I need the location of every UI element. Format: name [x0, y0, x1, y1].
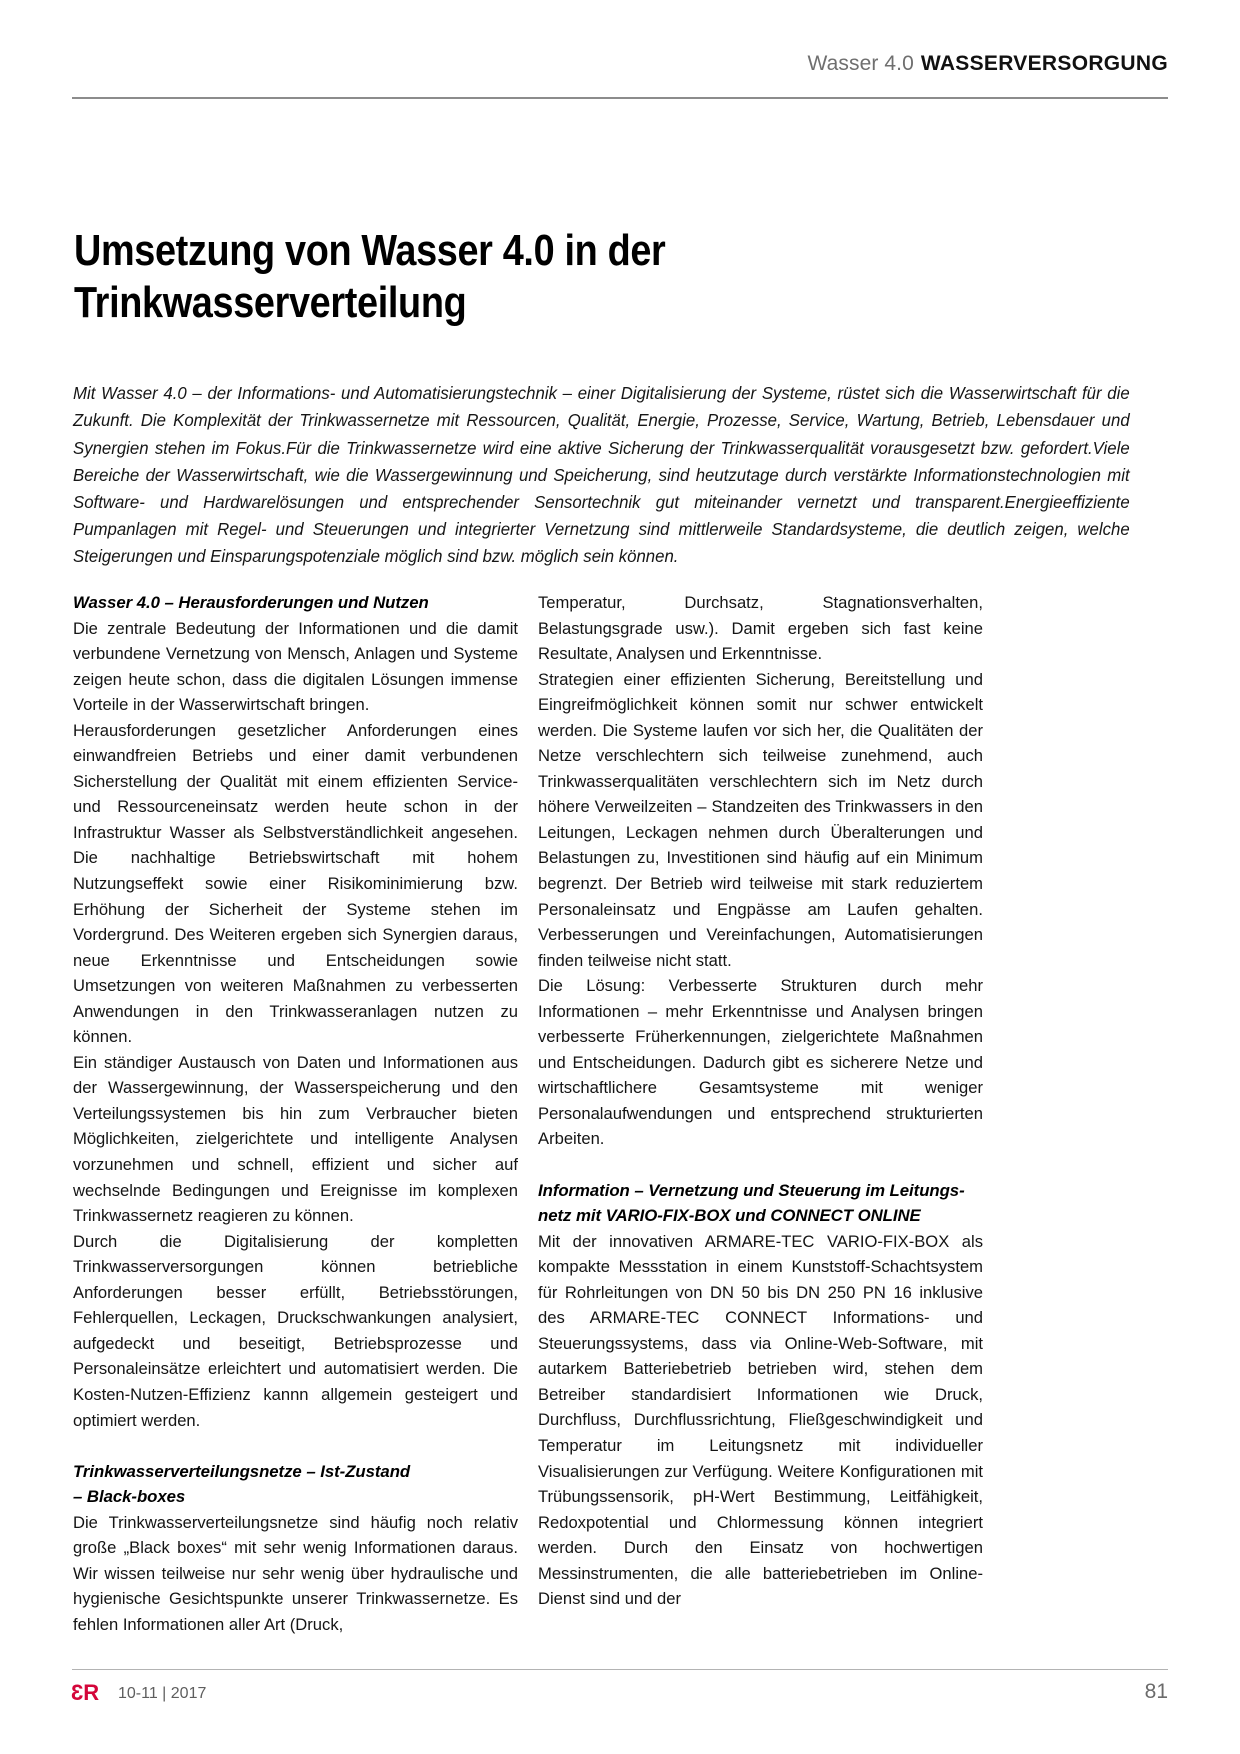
logo-mirrored-three: 3 — [72, 1680, 84, 1705]
section-heading-information-line-1: Information – Vernetzung und Steuerung im Leitungs- — [538, 1180, 965, 1200]
running-head-topic: Wasser 4.0 — [807, 52, 914, 75]
publication-logo-3r — [72, 1682, 98, 1704]
page-title-line-2: Trinkwasserverteilung — [74, 278, 467, 328]
page-title-line-1: Umsetzung von Wasser 4.0 in der — [74, 226, 666, 276]
paragraph: Temperatur, Durchsatz, Stagnationsverhalten, Belastungsgrade usw.). Damit ergeben sich fast keine Resultate, Analysen und Erkenntnisse. — [538, 593, 983, 664]
lead-paragraph: Mit Wasser 4.0 – der Informations- und Automatisierungstechnik – einer Digitalisierung der Systeme, rüstet sich die Wasserwirtschaft für die Zukunft. Die Komplexität der Trinkwassernetze mit Ressourcen, Qualität, Energie, Prozesse, Service, Wartung, Betrieb, Lebensdauer und Synergien stehen im Fokus.Für die Trinkwassernetze wird eine aktive Sicherung der Trinkwasserqualität vorausgesetzt bzw. gefordert.Viele Bereiche der Wasserwirtschaft, wie die Wassergewinnung und Speicherung, sind heutzutage durch verstärkte Informationstechnologien mit Software- und Hardwarelösungen und entsprechender Sensortechnik gut miteinander vernetzt und transparent.Energieeffiziente Pumpanlagen mit Regel- und Steuerungen und integrierter Vernetzung sind mittlerweile Standardsysteme, die deutlich zeigen, welche Steigerungen und Einsparungspotenziale möglich sind bzw. möglich sein können. — [73, 383, 1130, 566]
footer-rule — [72, 1669, 1168, 1670]
paragraph: Strategien einer effizienten Sicherung, Bereitstellung und Eingreifmöglichkeit können somit nur schwer entwickelt werden. Die Systeme laufen vor sich her, die Qualitäten der Netze verschlechtern sich teilweise zunehmend, auch Trinkwasserqualitäten verschlechtern sich im Netz durch höhere Verweilzeiten – Standzeiten des Trinkwassers in den Leitungen, Leckagen nehmen durch Überalterungen und Belastungen zu, Investitionen sind häufig auf ein Minimum begrenzt. Der Betrieb wird teilweise mit stark reduziertem Personaleinsatz und Engpässe am Laufen gehalten. Verbesserungen und Vereinfachungen, Automatisierungen finden teilweise nicht statt. — [538, 669, 983, 970]
issue-label: 10-11 | 2017 — [118, 1685, 207, 1702]
body-column-left — [73, 590, 518, 1637]
body-column-right — [538, 590, 983, 1612]
paragraph: Ein ständiger Austausch von Daten und Informationen aus der Wassergewinnung, der Wasserspeicherung und den Verteilungssystemen bis hin zum Verbraucher bieten Möglichkeiten, zielgerichtete und intelligente Analysen vorzunehmen und schnell, effizient und sicher auf wechselnde Bedingungen und Ereignisse im komplexen Trinkwassernetz reagieren zu können. — [73, 1052, 518, 1226]
section-heading-herausforderungen: Wasser 4.0 – Herausforderungen und Nutzen — [73, 593, 429, 612]
header-rule — [72, 97, 1168, 99]
page-title — [74, 225, 745, 329]
page-number: 81 — [1144, 1680, 1168, 1703]
paragraph: Mit der innovativen ARMARE-TEC VARIO-FIX-BOX als kompakte Messstation in einem Kunststoff-Schachtsystem für Rohrleitungen von DN 50 bis DN 250 PN 16 inklusive des ARMARE-TEC CONNECT Informations- und Steuerungssystems, dass via Online-Web-Software, mit autarkem Batteriebetrieb betrieben wird, stehen dem Betreiber standardisiert Informationen wie Druck, Durchfluss, Durchflussrichtung, Fließgeschwindigkeit und Temperatur im Leitungsnetz mit individueller Visualisierungen zur Verfügung. Weitere Konfigurationen mit Trübungssensorik, pH-Wert Bestimmung, Leitfähigkeit, Redoxpotential und Chlormessung können integriert werden. Durch den Einsatz von hochwertigen Messinstrumenten, die alle batteriebetrieben im Online-Dienst sind und der — [538, 1231, 983, 1609]
section-heading-ist-zustand-line-1: Trinkwasserverteilungsnetze – Ist-Zustand — [73, 1461, 411, 1481]
running-head — [72, 52, 1168, 76]
section-heading-ist-zustand-line-2: – Black-boxes — [73, 1487, 186, 1507]
section-heading-information-line-2: netz mit VARIO-FIX-BOX und CONNECT ONLINE — [538, 1206, 921, 1226]
paragraph: Die Lösung: Verbesserte Strukturen durch mehr Informationen – mehr Erkenntnisse und Analysen bringen verbesserte Früherkennungen, zielgerichtete Maßnahmen und Entscheidungen. Dadurch gibt es sicherere Netze und wirtschaftlichere Gesamtsysteme mit weniger Personalaufwendungen und entsprechend strukturierten Arbeiten. — [538, 976, 983, 1149]
paragraph: Herausforderungen gesetzlicher Anforderungen eines einwandfreien Betriebs und einer damit verbundenen Sicherstellung der Qualität mit einem effizienten Service- und Ressourceneinsatz werden heute schon in der Infrastruktur Wasser als Selbstverständlichkeit angesehen. Die nachhaltige Betriebswirtschaft mit hohem Nutzungseffekt sowie einer Risikominimierung bzw. Erhöhung der Sicherheit der Systeme stehen im Vordergrund. Des Weiteren ergeben sich Synergien daraus, neue Erkenntnisse und Entscheidungen sowie Umsetzungen von weiteren Maßnahmen zu verbesserten Anwendungen in den Trinkwasseranlagen nutzen zu können. — [73, 720, 518, 1047]
paragraph: Durch die Digitalisierung der kompletten Trinkwasserversorgungen können betriebliche Anforderungen besser erfüllt, Betriebsstörungen, Fehlerquellen, Leckagen, Druckschwankungen analysiert, aufgedeckt und beseitigt, Betriebsprozesse und Personaleinsätze erleichtert und automatisiert werden. Die Kosten-Nutzen-Effizienz kannn allgemein gesteigert und optimiert werden. — [73, 1231, 518, 1430]
page-footer — [72, 1672, 1168, 1712]
logo-letter-r: R — [83, 1680, 99, 1705]
running-head-section: WASSERVERSORGUNG — [920, 52, 1168, 75]
paragraph: Die Trinkwasserverteilungsnetze sind häufig noch relativ große „Black boxes“ mit sehr wenig Informationen daraus. Wir wissen teilweise nur sehr wenig über hydraulische und hygienische Gesichtspunkte unserer Trinkwassernetze. Es fehlen Informationen aller Art (Druck, — [73, 1512, 518, 1634]
paragraph: Die zentrale Bedeutung der Informationen und die damit verbundene Vernetzung von Mensch, Anlagen und Systeme zeigen heute schon, dass die digitalen Lösungen immense Vorteile in der Wasserwirtschaft bringen. — [73, 618, 518, 715]
